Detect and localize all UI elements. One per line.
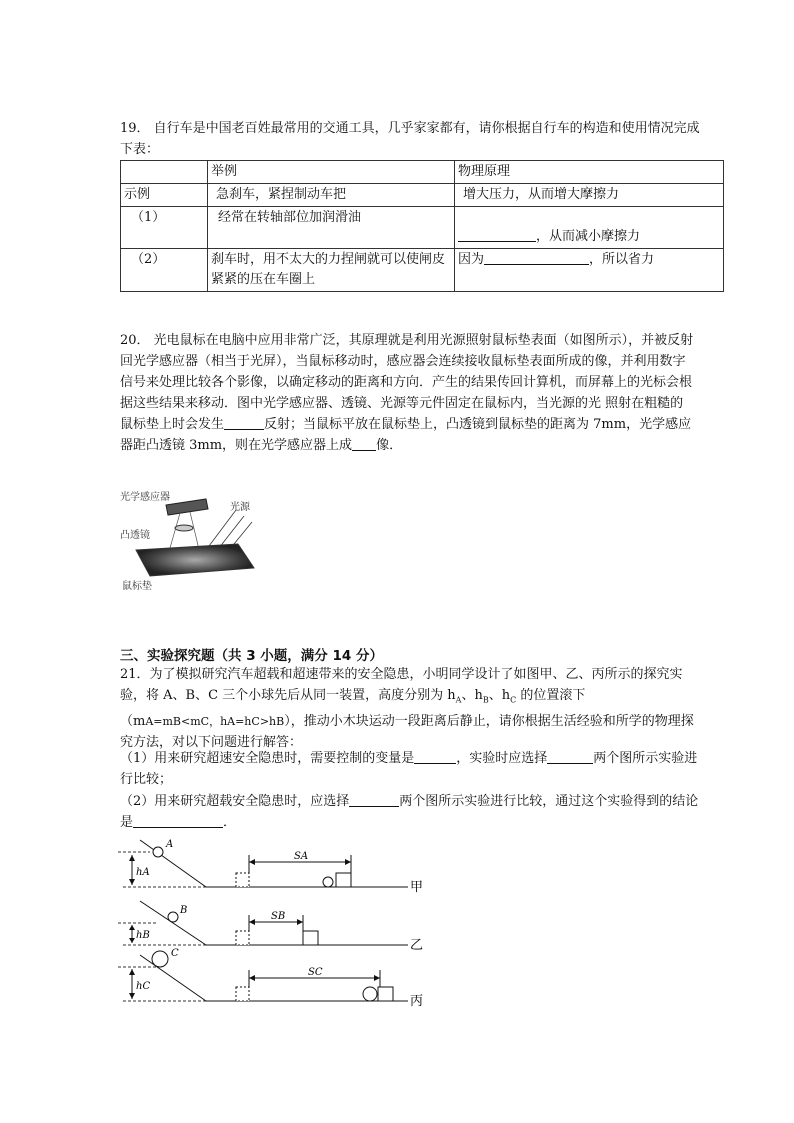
sensor-plate xyxy=(166,499,208,515)
panel-jia xyxy=(118,839,423,895)
q21-stem: 21．为了模拟研究汽车超载和超速带来的安全隐患，小明同学设计了如图甲、乙、丙所示的探究实验，将 A、B、C 三个小球先后从同一装置，高度分别为 $h_A$、$h_B$、$h_C$ 的位置滚下 （mA=mB<mC，hA=hC>hB），推动小木块运动一段距离后静止，请你根据生活经验和所学的物理探究方法，对以下问题进行解答： xyxy=(120,667,694,750)
table-header-cell xyxy=(121,161,208,184)
s-label: SB xyxy=(271,911,286,922)
answer-blank[interactable] xyxy=(414,749,456,764)
answer-blank[interactable] xyxy=(133,813,223,828)
lens-shape xyxy=(175,525,193,531)
panel-tag: 甲 xyxy=(410,880,424,895)
row-principle: 增大压力，从而增大摩擦力 xyxy=(455,184,724,207)
q19-table xyxy=(120,160,724,292)
section-title: 三、实验探究题（共 3 小题，满分 14 分） xyxy=(120,648,383,664)
answer-blank[interactable] xyxy=(458,227,536,242)
label-sensor: 光学感应器 xyxy=(120,492,170,503)
q21-part1: （1）用来研究超速安全隐患时，需要控制的变量是 ，实验时应选择 两个图所示实验进行比较； xyxy=(120,751,698,787)
answer-blank[interactable] xyxy=(352,436,376,451)
row-example: 经常在转轴部位加润滑油 xyxy=(208,207,455,249)
table-row xyxy=(121,249,724,292)
panel-yi xyxy=(118,901,423,953)
label-lens: 凸透镜 xyxy=(120,530,150,541)
q21-part2: （2）用来研究超载安全隐患时，应选择 两个图所示实验进行比较，通过这个实验得到的结论是 ． xyxy=(120,794,699,830)
panel-tag: 丙 xyxy=(410,994,424,1009)
row-principle: 因为 ，所以省力 xyxy=(455,249,724,292)
answer-blank[interactable] xyxy=(484,250,589,265)
answer-blank[interactable] xyxy=(349,792,399,807)
label-light: 光源 xyxy=(230,502,250,513)
table-row xyxy=(121,207,724,249)
h-label: hC xyxy=(136,981,151,992)
label-pad: 鼠标垫 xyxy=(122,581,152,592)
panel-tag: 乙 xyxy=(410,938,424,953)
answer-blank[interactable] xyxy=(547,749,593,764)
table-row xyxy=(121,161,724,184)
s-label: SA xyxy=(294,851,309,862)
ball-a xyxy=(153,847,163,857)
s-label: SC xyxy=(308,967,323,978)
row-principle: ，从而减小摩擦力 xyxy=(455,207,724,249)
ball-label: A xyxy=(166,839,174,850)
q20-text: 20． 光电鼠标在电脑中应用非常广泛，其原理就是利用光源照射鼠标垫表面（如图所示），并被反射回光学感应器（相当于光屏），当鼠标移动时，感应器会连续接收鼠标垫表面所成的像，并利用数字信号来处理比较各个影像，以确定移动的距离和方向．产生的结果传回计算机，而屏幕上的光标会根据这些结果来移动．图中光学感应器、透镜、光源等元件固定在鼠标内，当光源的光 照射在粗糙的鼠标垫上时会发生 反射；当鼠标平放在鼠标垫上，凸透镜到鼠标垫的距离为 7mm，光学感应器距凸透镜 3mm，则在光学感应器上成 像． xyxy=(120,333,694,453)
table-row xyxy=(121,184,724,207)
ball-b xyxy=(168,912,178,922)
panel-bing xyxy=(118,948,423,1009)
row-label: （2） xyxy=(121,249,208,292)
ball-label: B xyxy=(180,905,188,916)
mouse-pad xyxy=(136,544,254,576)
h-label: hB xyxy=(136,930,150,941)
h-label: hA xyxy=(136,867,150,878)
row-label: 示例 xyxy=(121,184,208,207)
answer-blank[interactable] xyxy=(224,415,264,430)
row-label: （1） xyxy=(121,207,208,249)
row-example: 刹车时，用不太大的力捏闸就可以使闸皮紧紧的压在车圈上 xyxy=(208,249,455,292)
q19-stem: 19． 自行车是中国老百姓最常用的交通工具，几乎家家都有，请你根据自行车的构造和使用情况完成下表： xyxy=(120,121,700,157)
row-example: 急刹车，紧捏制动车把 xyxy=(208,184,455,207)
mouse-figure xyxy=(118,480,270,595)
ball-label: C xyxy=(171,948,179,959)
table-header-cell: 物理原理 xyxy=(455,161,724,184)
table-header-cell: 举例 xyxy=(208,161,455,184)
ball-c xyxy=(152,951,168,967)
ramp-experiment-figure xyxy=(118,835,438,1015)
